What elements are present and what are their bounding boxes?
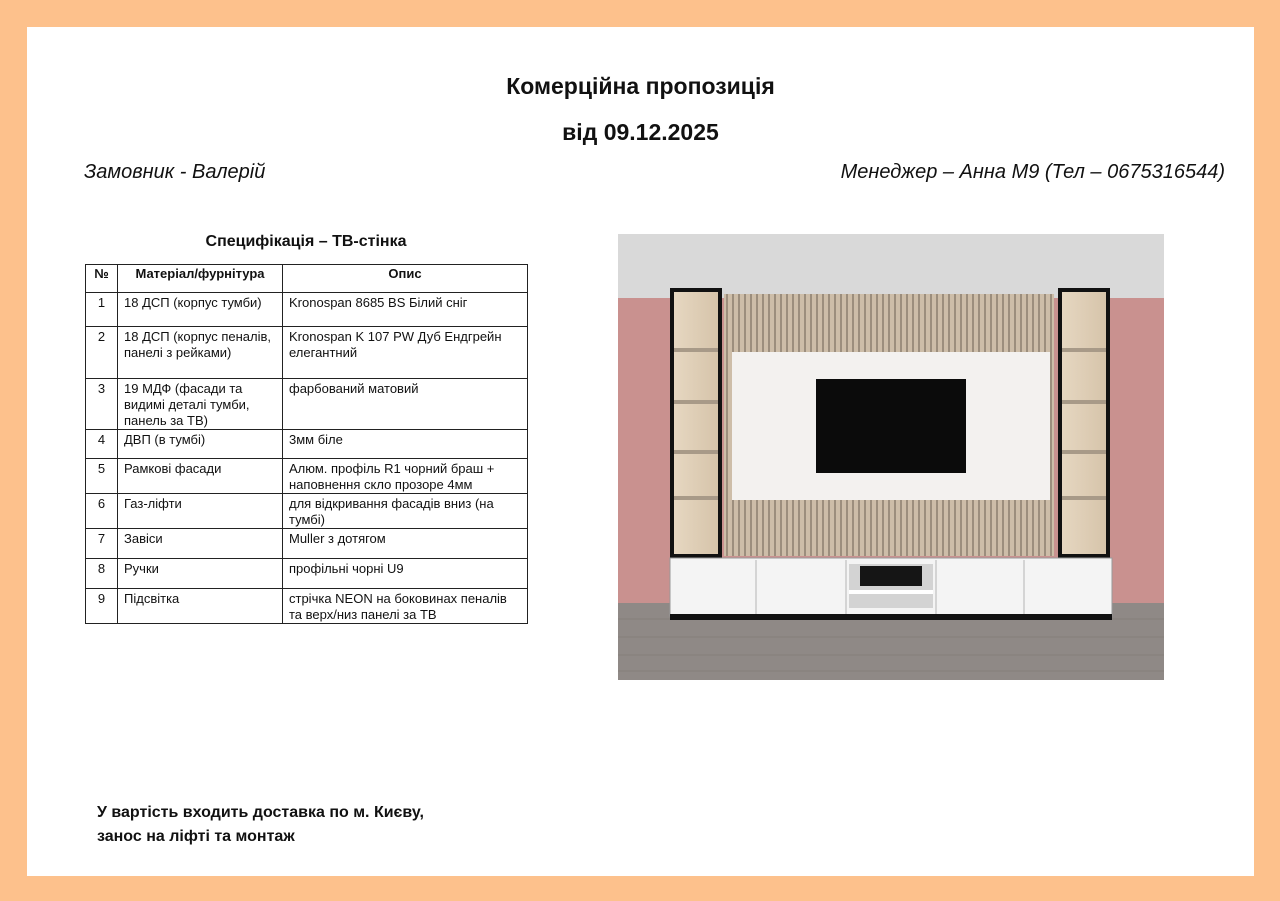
row-material: 18 ДСП (корпус пеналів, панелі з рейками) — [118, 327, 283, 379]
row-material: Ручки — [118, 559, 283, 589]
row-number: 7 — [86, 529, 118, 559]
row-material: Газ-ліфти — [118, 494, 283, 529]
row-material: Завіси — [118, 529, 283, 559]
row-description: для відкривання фасадів вниз (на тумбі) — [283, 494, 528, 529]
row-description: фарбований матовий — [283, 379, 528, 430]
row-description: профільні чорні U9 — [283, 559, 528, 589]
footer-note — [97, 801, 424, 849]
col-header-material: Матеріал/фурнітура — [118, 265, 283, 293]
row-number: 2 — [86, 327, 118, 379]
row-number: 3 — [86, 379, 118, 430]
row-description: 3мм біле — [283, 430, 528, 459]
row-material: ДВП (в тумбі) — [118, 430, 283, 459]
row-material: 19 МДФ (фасади та видимі деталі тумби, панель за ТВ) — [118, 379, 283, 430]
base-cabinet — [670, 558, 1112, 620]
tv-screen — [816, 379, 966, 473]
row-number: 5 — [86, 459, 118, 494]
footer-line-1: У вартість входить доставка по м. Києву, — [97, 804, 424, 821]
table-row — [86, 293, 528, 327]
client-name: Замовник - Валерій — [84, 161, 266, 183]
row-description: стрічка NEON на боковинах пеналів та верх/низ панелі за ТВ — [283, 589, 528, 624]
row-material: 18 ДСП (корпус тумби) — [118, 293, 283, 327]
footer-line-2: занос на ліфті та монтаж — [97, 828, 295, 845]
tv-wall-render-image — [618, 234, 1164, 680]
table-row — [86, 529, 528, 559]
row-description: Алюм. профіль R1 чорний браш + наповнення скло прозоре 4мм — [283, 459, 528, 494]
left-pencil-cabinet — [670, 288, 722, 558]
spec-title: Специфікація – ТВ-стінка — [205, 233, 407, 250]
spec-table — [85, 264, 528, 624]
row-number: 6 — [86, 494, 118, 529]
row-number: 8 — [86, 559, 118, 589]
col-header-description: Опис — [283, 265, 528, 293]
document-page — [27, 27, 1254, 876]
row-number: 4 — [86, 430, 118, 459]
row-description: Kronospan 8685 BS Білий сніг — [283, 293, 528, 327]
table-row — [86, 327, 528, 379]
table-row — [86, 494, 528, 529]
row-material: Підсвітка — [118, 589, 283, 624]
table-row — [86, 430, 528, 459]
row-number: 1 — [86, 293, 118, 327]
table-row — [86, 379, 528, 430]
col-header-number: № — [86, 265, 118, 293]
right-pencil-cabinet — [1058, 288, 1110, 558]
manager-contact: Менеджер – Анна М9 (Тел – 0675316544) — [840, 161, 1225, 183]
table-row — [86, 459, 528, 494]
spec-header-row — [86, 265, 528, 293]
row-material: Рамкові фасади — [118, 459, 283, 494]
row-description: Kronospan K 107 PW Дуб Ендгрейн елегантний — [283, 327, 528, 379]
row-number: 9 — [86, 589, 118, 624]
table-row — [86, 559, 528, 589]
row-description: Muller з дотягом — [283, 529, 528, 559]
proposal-date: від 09.12.2025 — [562, 119, 719, 145]
table-row — [86, 589, 528, 624]
page-title: Комерційна пропозиція — [506, 73, 775, 99]
